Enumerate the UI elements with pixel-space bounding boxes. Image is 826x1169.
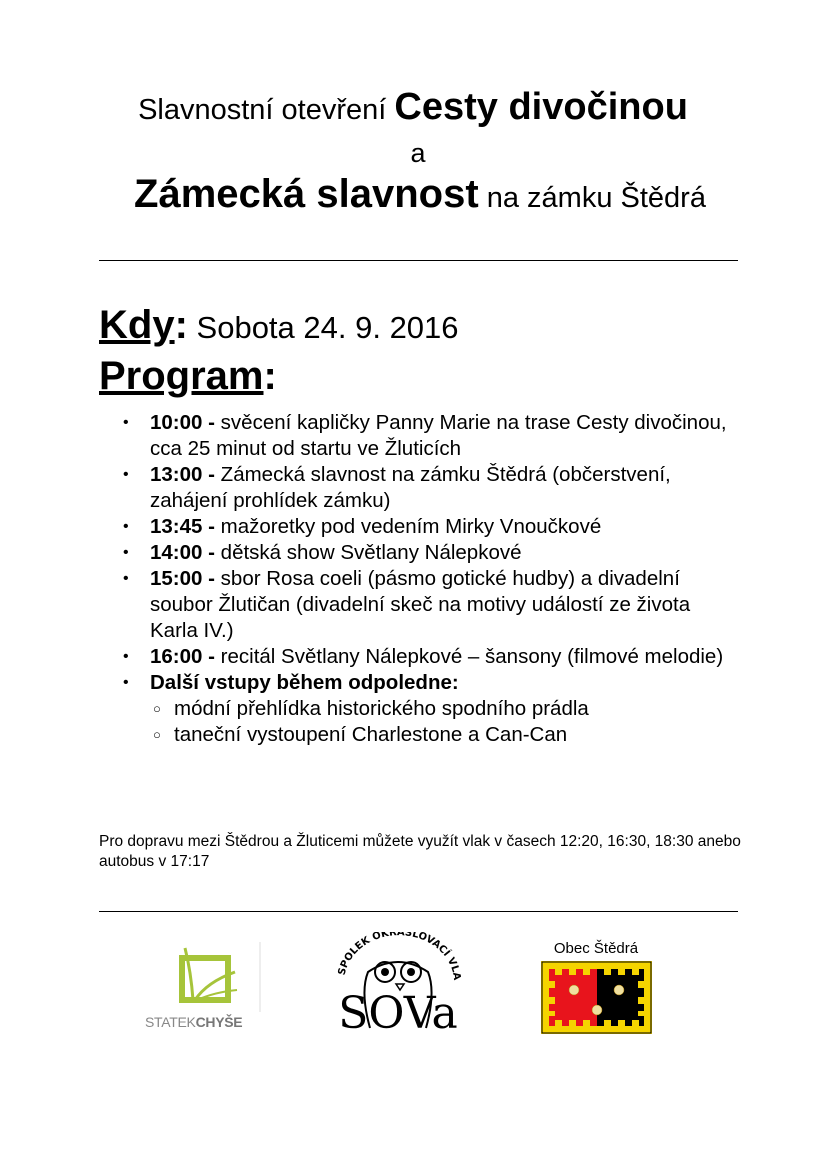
obec-label: Obec Štědrá (553, 940, 639, 957)
title-connector: a (410, 138, 426, 168)
list-item (99, 566, 739, 644)
statek-chyse-logo (145, 942, 263, 1032)
item-text: sbor Rosa coeli (pásmo gotické hudby) a divadelní soubor Žlutičan (divadelní skeč na motivy událostí ze života Karla IV.) (150, 567, 691, 642)
title-line-1 (0, 86, 826, 129)
list-item-extra (99, 670, 739, 748)
sova-arc-text: SPOLEK OKRAŠLOVACÍ VLA (336, 932, 463, 981)
when-label: Kdy (99, 303, 175, 347)
when-value: Sobota 24. 9. 2016 (196, 310, 459, 345)
when-line (99, 303, 459, 348)
item-text: svěcení kapličky Panny Marie na trase Cesty divočinou, cca 25 minut od startu ve Žluticích (150, 411, 727, 460)
owl-icon (330, 932, 466, 1032)
transport-note: Pro dopravu mezi Štědrou a Žluticemi můžete využít vlak v časech 12:20, 16:30, 18:30 anebo autobus v 17:17 (99, 833, 741, 870)
item-text: dětská show Světlany Nálepkové (220, 541, 522, 564)
list-item (99, 462, 739, 514)
item-text: Zámecká slavnost na zámku Štědrá (občerstvení, zahájení prohlídek zámku) (150, 463, 671, 512)
sub-list-item: ○ taneční vystoupení Charlestone a Can-Can (150, 722, 739, 748)
list-item (99, 644, 739, 670)
item-time: 13:00 - (150, 463, 215, 486)
svg-text:SPOLEK OKRAŠLOVACÍ VLADAŘ (330, 932, 462, 981)
grass-square-icon (145, 942, 263, 1012)
item-text: recitál Světlany Nálepkové – šansony (filmové melodie) (220, 645, 724, 668)
title-line-2 (0, 172, 826, 217)
list-item (99, 410, 739, 462)
program-colon: : (263, 354, 277, 398)
item-time: 15:00 - (150, 567, 215, 590)
divider (99, 260, 738, 261)
title-event-2: Zámecká slavnost (134, 172, 479, 216)
list-item (99, 514, 739, 540)
item-time: 14:00 - (150, 541, 215, 564)
sova-name: SOVa (338, 988, 458, 1032)
item-time: 13:45 - (150, 515, 215, 538)
when-colon: : (174, 303, 188, 347)
item-time: 16:00 - (150, 645, 215, 668)
logo-text-bold: CHYŠE (195, 1014, 243, 1030)
extra-label: Další vstupy během odpoledne: (150, 671, 459, 694)
extra-list (150, 696, 739, 748)
program-heading (99, 354, 277, 399)
logo-text: STATEK (145, 1014, 196, 1030)
sub-list-item: ○ módní přehlídka historického spodního prádla (150, 696, 739, 722)
divider (99, 911, 738, 912)
title-suffix: na zámku Štědrá (486, 182, 706, 214)
sova-logo (330, 932, 466, 1032)
item-text: mažoretky pod vedením Mirky Vnoučkové (220, 515, 602, 538)
list-item (99, 540, 739, 566)
stedra-coat-of-arms (541, 961, 652, 1034)
coat-of-arms-icon (541, 961, 652, 1034)
item-time: 10:00 - (150, 411, 215, 434)
title-prefix: Slavnostní otevření (138, 94, 387, 126)
program-list (99, 410, 739, 748)
program-label: Program (99, 354, 264, 398)
title-event-1: Cesty divočinou (394, 86, 688, 128)
